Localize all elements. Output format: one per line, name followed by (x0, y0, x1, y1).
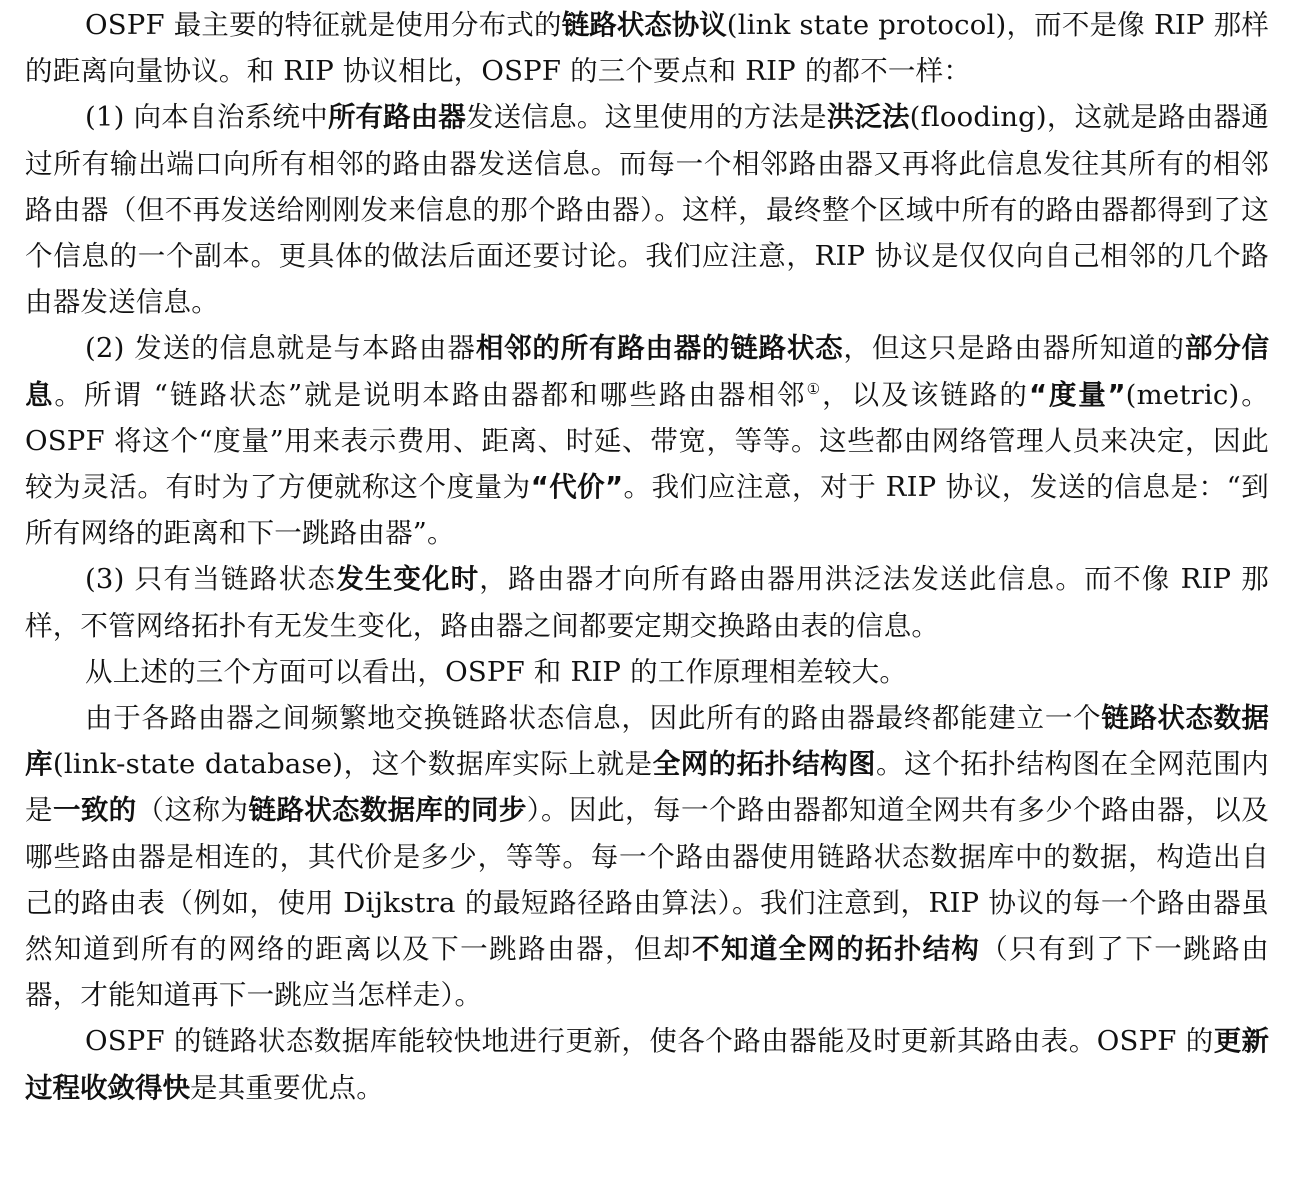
text-run: 是其重要优点。 (190, 1071, 384, 1104)
text-run: 由于各路由器之间频繁地交换链路状态信息，因此所有的路由器最终都能建立一个 (85, 702, 1102, 735)
bold-term: 链路状态数据库的同步 (248, 794, 527, 827)
text-run: OSPF 最主要的特征就是使用分布式的 (85, 9, 562, 41)
bold-term: 链路状态数据库 (25, 702, 1270, 781)
text-run: (2) 发送的信息就是与本路由器 (85, 332, 476, 365)
bold-term: 洪泛法 (826, 101, 910, 134)
text-run: 。所谓 “链路状态”就是说明本路由器都和哪些路由器相邻 (54, 378, 807, 411)
bold-term: 相邻的所有路由器的链路状态 (475, 332, 844, 365)
bold-term: 全网的拓扑结构图 (652, 748, 876, 781)
text-run: (link-state database)，这个数据库实际上就是 (52, 748, 653, 781)
paragraph-point-2 (25, 325, 1269, 556)
paragraph-intro (25, 2, 1269, 94)
text-run: 。我们应注意，对于 RIP 协议，发送的信息是：“到所有网络的距离和下一跳路由器”。 (25, 471, 1269, 550)
text-run: 。这个拓扑结构图在全网范围内是 (25, 748, 1270, 827)
text-run: (3) 只有当链路状态 (85, 563, 337, 596)
footnote-marker: ① (806, 379, 823, 398)
bold-term: 部分信息 (25, 332, 1270, 411)
paragraph-point-1 (25, 94, 1269, 325)
text-run: 发送信息。这里使用的方法是 (465, 101, 827, 134)
text-run: (flooding)，这就是路由器通过所有输出端口向所有相邻的路由器发送信息。而每一个相邻路由器又再将此信息发往其所有的相邻路由器（但不再发送给刚刚发来信息的那个路由器）。这样，最终整个区域中所有的路由器都得到了这个信息的一个副本。更具体的做法后面还要讨论。我们应注意，RIP 协议是仅仅向自己相邻的几个路由器发送信息。 (25, 101, 1270, 319)
text-run: ）。因此，每一个路由器都知道全网共有多少个路由器，以及哪些路由器是相连的，其代价是多少，等等。每一个路由器使用链路状态数据库中的数据，构造出自己的路由表（例如，使用 Dijkstra 的最短路径路由算法）。我们注意到，RIP 协议的每一个路由器虽然知道到所有的网络的距离以及下一跳路由器，但却 (25, 794, 1270, 966)
paragraph-update (25, 1018, 1269, 1110)
bold-term: “代价” (530, 471, 624, 504)
text-run: OSPF 的链路状态数据库能较快地进行更新，使各个路由器能及时更新其路由表。OSPF 的 (85, 1025, 1214, 1058)
text-run: ，但这只是路由器所知道的 (843, 332, 1185, 365)
bold-term: 一致的 (53, 794, 137, 827)
bold-term: “度量” (1028, 378, 1126, 411)
paragraph-summary (25, 649, 1269, 695)
bold-term: 不知道全网的拓扑结构 (692, 933, 981, 966)
text-run: ，以及该链路的 (822, 378, 1029, 411)
text-run: (1) 向本自治系统中 (85, 101, 328, 134)
bold-term: 更新过程收敛得快 (25, 1025, 1269, 1104)
text-run: 从上述的三个方面可以看出，OSPF 和 RIP 的工作原理相差较大。 (85, 655, 908, 688)
bold-term: 链路状态协议 (561, 9, 727, 41)
text-run: （这称为 (136, 794, 249, 827)
paragraph-point-3 (25, 556, 1269, 648)
bold-term: 所有路由器 (327, 101, 466, 134)
text-run: ，路由器才向所有路由器用洪泛法发送此信息。而不像 RIP 那样，不管网络拓扑有无发生变化，路由器之间都要定期交换路由表的信息。 (25, 563, 1270, 642)
bold-term: 发生变化时 (336, 563, 480, 596)
text-run: (metric)。OSPF 将这个“度量”用来表示费用、距离、时延、带宽，等等。这些都由网络管理人员来决定，因此较为灵活。有时为了方便就称这个度量为 (25, 378, 1269, 504)
paragraph-lsdb (25, 695, 1269, 1018)
text-run: （只有到了下一跳路由器，才能知道再下一跳应当怎样走）。 (25, 933, 1270, 1012)
text-run: (link state protocol)，而不是像 RIP 那样的距离向量协议。和 RIP 协议相比，OSPF 的三个要点和 RIP 的都不一样： (25, 9, 1269, 88)
